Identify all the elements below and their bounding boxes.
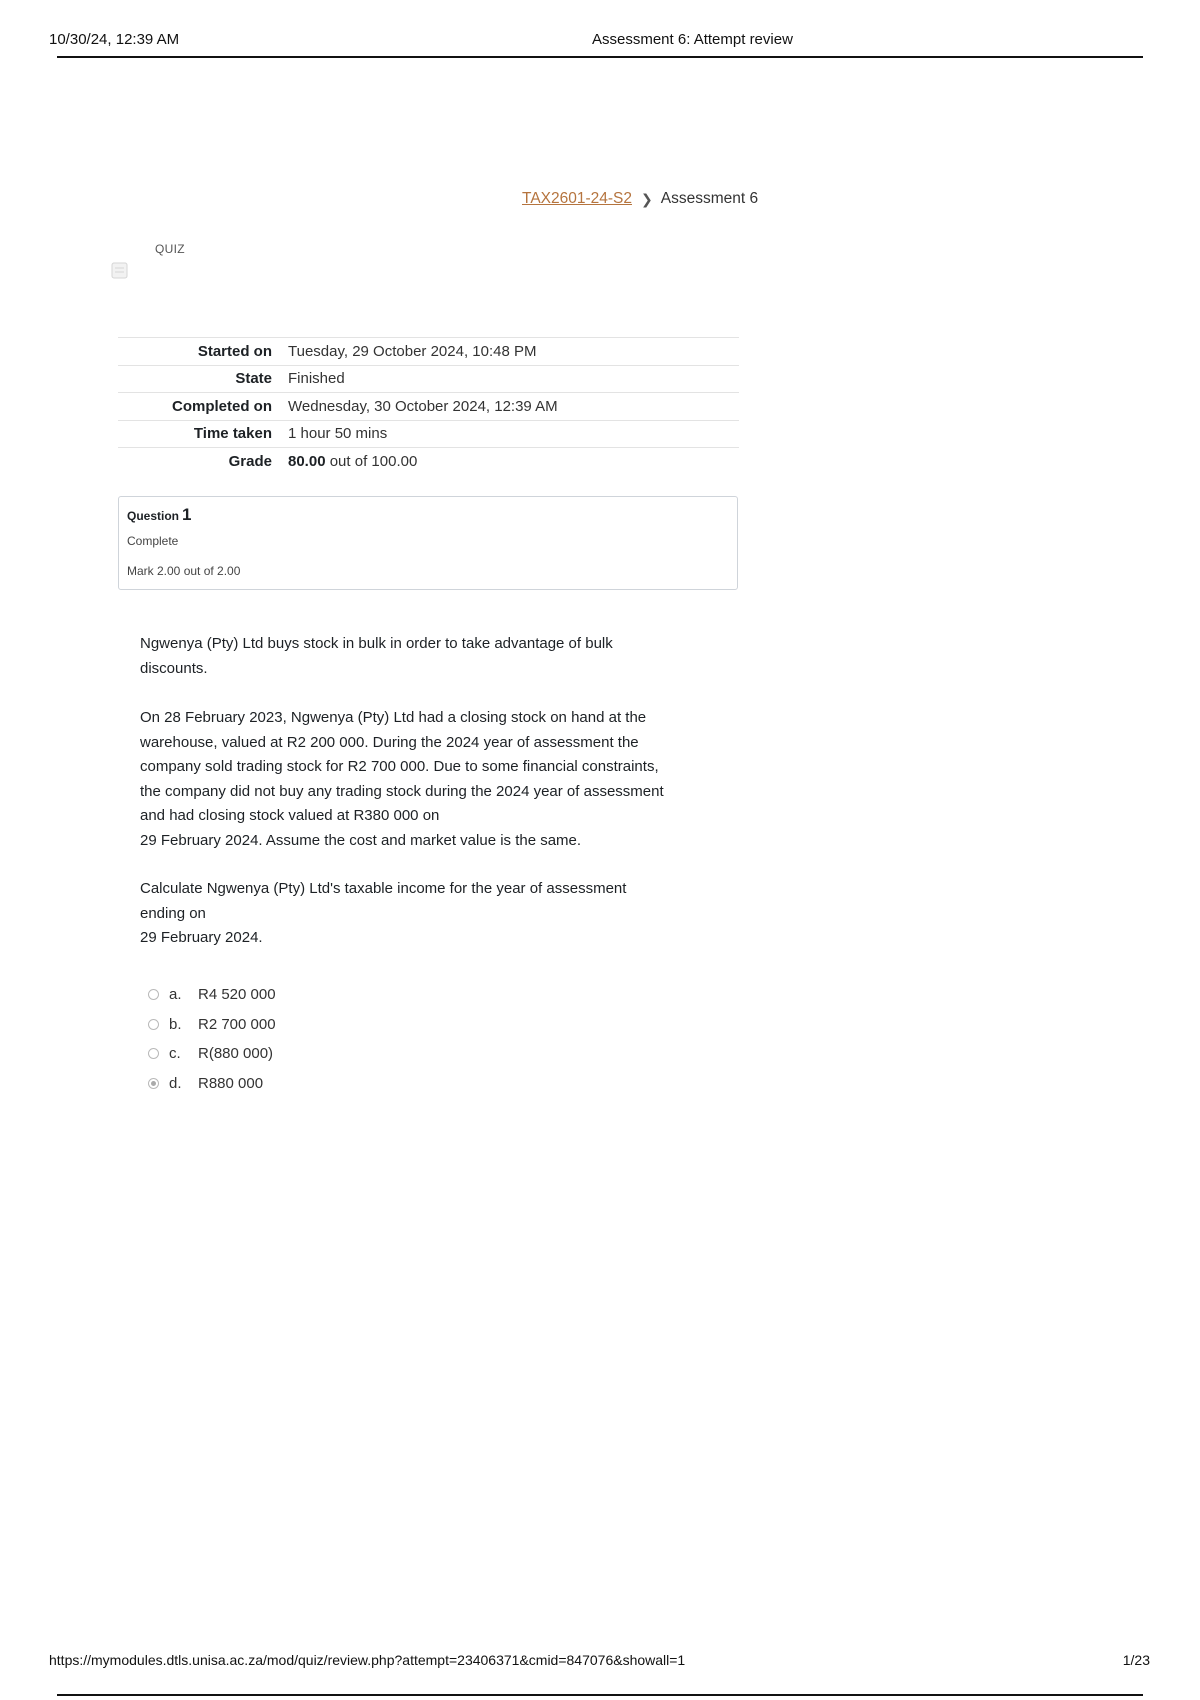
answer-text: R(880 000) [198,1045,274,1063]
answer-option-b[interactable] [148,1010,276,1040]
summary-label: State [235,370,272,388]
summary-label: Started on [197,342,272,360]
footer-divider [57,1694,1143,1696]
radio-button[interactable] [148,1078,159,1089]
question-state: Complete [127,534,179,548]
radio-button[interactable] [148,1019,159,1030]
question-mark: Mark 2.00 out of 2.00 [127,564,241,578]
question-line: Calculate Ngwenya (Pty) Ltd's taxable income for the year of assessment [140,880,627,897]
summary-row-state [118,365,739,393]
question-line: discounts. [140,659,208,677]
question-number-value: 1 [182,505,192,524]
attempt-summary-table [118,337,739,475]
question-paragraph [140,877,720,951]
chevron-right-icon: ❯ [641,190,653,207]
breadcrumb-course-link[interactable]: TAX2601-24-S2 [522,190,632,207]
answer-text: R4 520 000 [198,986,276,1004]
question-paragraph [140,632,720,681]
radio-button[interactable] [148,989,159,1000]
summary-label: Grade [228,453,272,470]
breadcrumb-current: Assessment 6 [660,190,759,207]
question-label: Question [127,509,180,523]
answer-option-c[interactable] [148,1039,276,1069]
summary-row-grade [118,448,739,476]
summary-label: Completed on [172,397,272,415]
question-line: company sold trading stock for R2 700 000. Due to some financial constraints, [140,758,659,775]
summary-row-time-taken [118,420,739,448]
answer-text: R880 000 [198,1074,264,1092]
question-line: the company did not buy any trading stock during the 2024 year of assessment [140,782,664,800]
question-line: Ngwenya (Pty) Ltd buys stock in bulk in order to take advantage of bulk [140,635,613,652]
question-line: warehouse, valued at R2 200 000. During the 2024 year of assessment the [140,733,639,751]
question-text [140,632,720,975]
question-paragraph [140,706,720,853]
summary-value: Finished [288,370,345,388]
summary-value: Tuesday, 29 October 2024, 10:48 PM [288,342,537,360]
answer-options [148,980,276,1098]
summary-label: Time taken [193,425,272,443]
summary-row-started [118,338,739,366]
answer-letter: b. [169,1015,182,1033]
question-line: and had closing stock valued at R380 000 on [140,807,440,824]
answer-option-a[interactable] [148,980,276,1010]
summary-value: 1 hour 50 mins [288,425,388,443]
header-divider [57,56,1143,58]
answer-option-d[interactable] [148,1069,276,1099]
question-info-box [118,496,738,590]
summary-value: Wednesday, 30 October 2024, 12:39 AM [288,397,558,415]
question-line: 29 February 2024. Assume the cost and market value is the same. [140,831,582,849]
answer-text: R2 700 000 [198,1015,276,1033]
question-line: On 28 February 2023, Ngwenya (Pty) Ltd had a closing stock on hand at the [140,709,647,726]
answer-letter: d. [169,1074,182,1092]
summary-value [288,448,739,476]
answer-letter: a. [169,986,182,1004]
quiz-icon [110,262,130,280]
activity-type-label: QUIZ [155,242,185,256]
print-page-title: Assessment 6: Attempt review [592,31,793,48]
grade-value: 80.00 [288,453,326,470]
question-number [127,505,191,525]
answer-letter: c. [169,1045,181,1063]
question-line: 29 February 2024. [140,929,263,946]
question-line: ending on [140,904,206,922]
grade-suffix: out of 100.00 [325,453,418,470]
print-datetime: 10/30/24, 12:39 AM [49,31,180,48]
radio-button[interactable] [148,1048,159,1059]
print-header [0,0,1200,60]
summary-row-completed [118,393,739,421]
print-page-number: 1/23 [1122,1652,1150,1668]
print-url: https://mymodules.dtls.unisa.ac.za/mod/quiz/review.php?attempt=23406371&cmid=847076&showall=1 [49,1652,686,1668]
breadcrumb [522,190,758,208]
